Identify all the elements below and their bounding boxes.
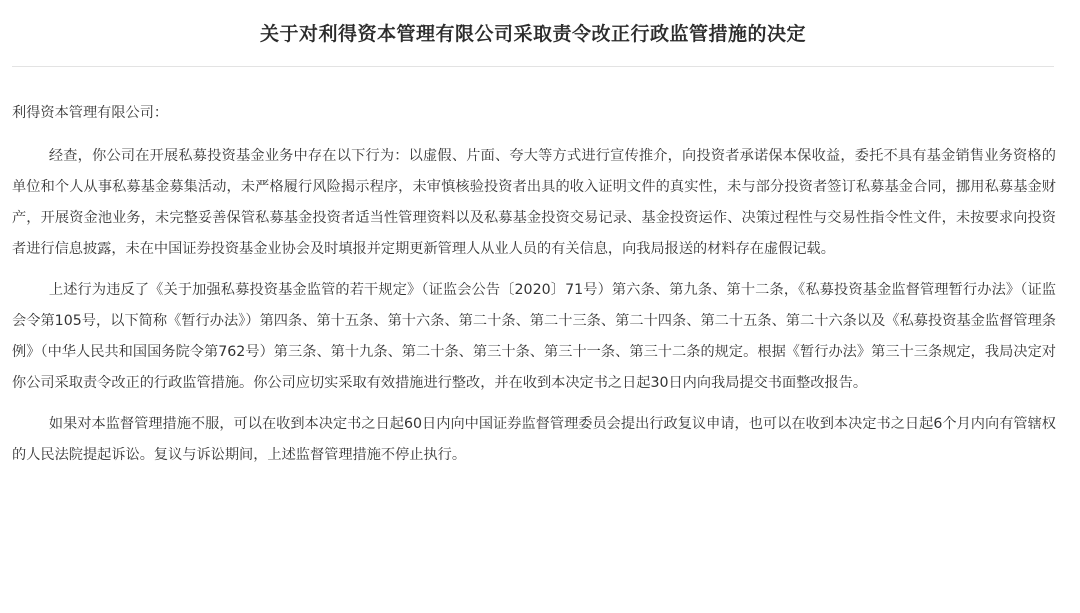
title-divider <box>12 66 1054 67</box>
salutation: 利得资本管理有限公司： <box>12 105 169 121</box>
document-body <box>12 98 1056 481</box>
page-title: 关于对利得资本管理有限公司采取责令改正行政监管措施的决定 <box>259 22 806 45</box>
paragraph-appeal-rights: 如果对本监督管理措施不服，可以在收到本决定书之日起60日内向中国证券监督管理委员会提出行政复议申请，也可以在收到本决定书之日起6个月内向有管辖权的人民法院提起诉讼。复议与诉讼期间，上述监督管理措施不停止执行。 <box>12 416 1056 463</box>
paragraph-violations-decision: 上述行为违反了《关于加强私募投资基金监管的若干规定》（证监会公告〔2020〕71号）第六条、第九条、第十二条，《私募投资基金监督管理暂行办法》（证监会令第105号，以下简称《暂行办法》）第四条、第十五条、第十六条、第二十条、第二十三条、第二十四条、第二十五条、第二十六条以及《私募投资基金监督管理条例》（中华人民共和国国务院令第762号）第三条、第十九条、第二十条、第三十条、第三十一条、第三十二条的规定。根据《暂行办法》第三十三条规定，我局决定对你公司采取责令改正的行政监管措施。你公司应切实采取有效措施进行整改，并在收到本决定书之日起30日内向我局提交书面整改报告。 <box>12 282 1056 391</box>
paragraph-findings: 经查，你公司在开展私募投资基金业务中存在以下行为：以虚假、片面、夸大等方式进行宣传推介，向投资者承诺保本保收益，委托不具有基金销售业务资格的单位和个人从事私募基金募集活动，未严格履行风险揭示程序，未审慎核验投资者出具的收入证明文件的真实性，未与部分投资者签订私募基金合同，挪用私募基金财产，开展资金池业务，未完整妥善保管私募基金投资者适当性管理资料以及私募基金投资交易记录、基金投资运作、决策过程性与交易性指令性文件，未按要求向投资者进行信息披露，未在中国证券投资基金业协会及时填报并定期更新管理人从业人员的有关信息，向我局报送的材料存在虚假记载。 <box>12 148 1056 257</box>
